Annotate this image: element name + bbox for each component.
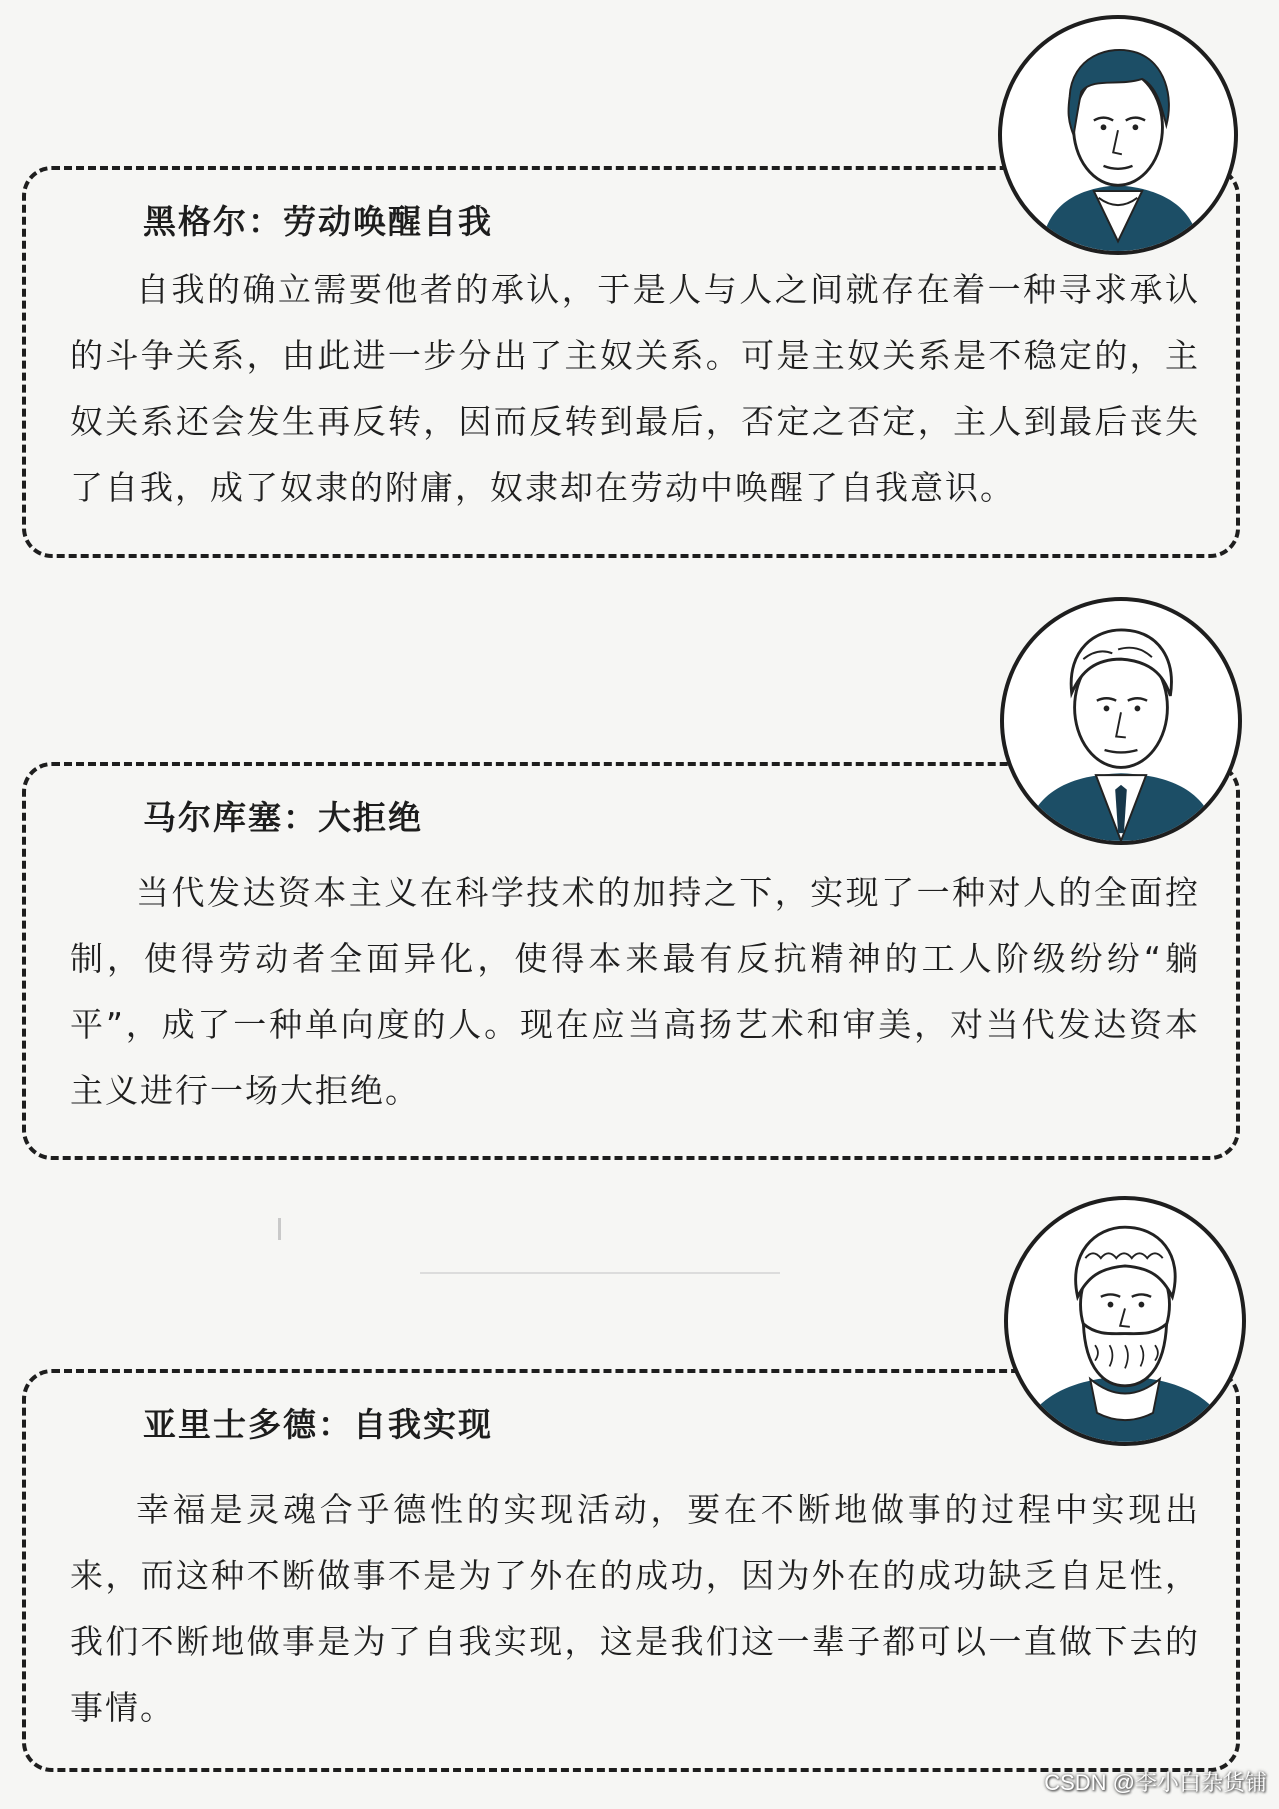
aristotle-text: 幸福是灵魂合乎德性的实现活动，要在不断地做事的过程中实现出来，而这种不断做事不是为了外在的成功，因为外在的成功缺乏自足性，我们不断地做事是为了自我实现，这是我们这一辈子都可以一直做下去的事情。: [70, 1490, 1200, 1727]
hegel-text: 自我的确立需要他者的承认，于是人与人之间就存在着一种寻求承认的斗争关系，由此进一步分出了主奴关系。可是主奴关系是不稳定的，主奴关系还会发生再反转，因而反转到最后，否定之否定，主人到最后丧失了自我，成了奴隶的附庸，奴隶却在劳动中唤醒了自我意识。: [70, 270, 1200, 507]
hegel-title: 黑格尔：劳动唤醒自我: [143, 202, 493, 241]
scan-artifact: [420, 1272, 780, 1274]
hegel-portrait: [998, 15, 1238, 255]
watermark: CSDN @李小白杂货铺: [1044, 1770, 1267, 1795]
marcuse-text: 当代发达资本主义在科学技术的加持之下，实现了一种对人的全面控制，使得劳动者全面异化，使得本来最有反抗精神的工人阶级纷纷“躺平”，成了一种单向度的人。现在应当高扬艺术和审美，对当代发达资本主义进行一场大拒绝。: [70, 873, 1200, 1110]
aristotle-portrait: [1004, 1196, 1246, 1446]
marcuse-title: 马尔库塞：大拒绝: [143, 798, 423, 837]
aristotle-card: [22, 1369, 1240, 1772]
scan-artifact: [278, 1218, 281, 1240]
aristotle-title: 亚里士多德：自我实现: [143, 1405, 493, 1444]
marcuse-portrait: [1000, 597, 1242, 845]
